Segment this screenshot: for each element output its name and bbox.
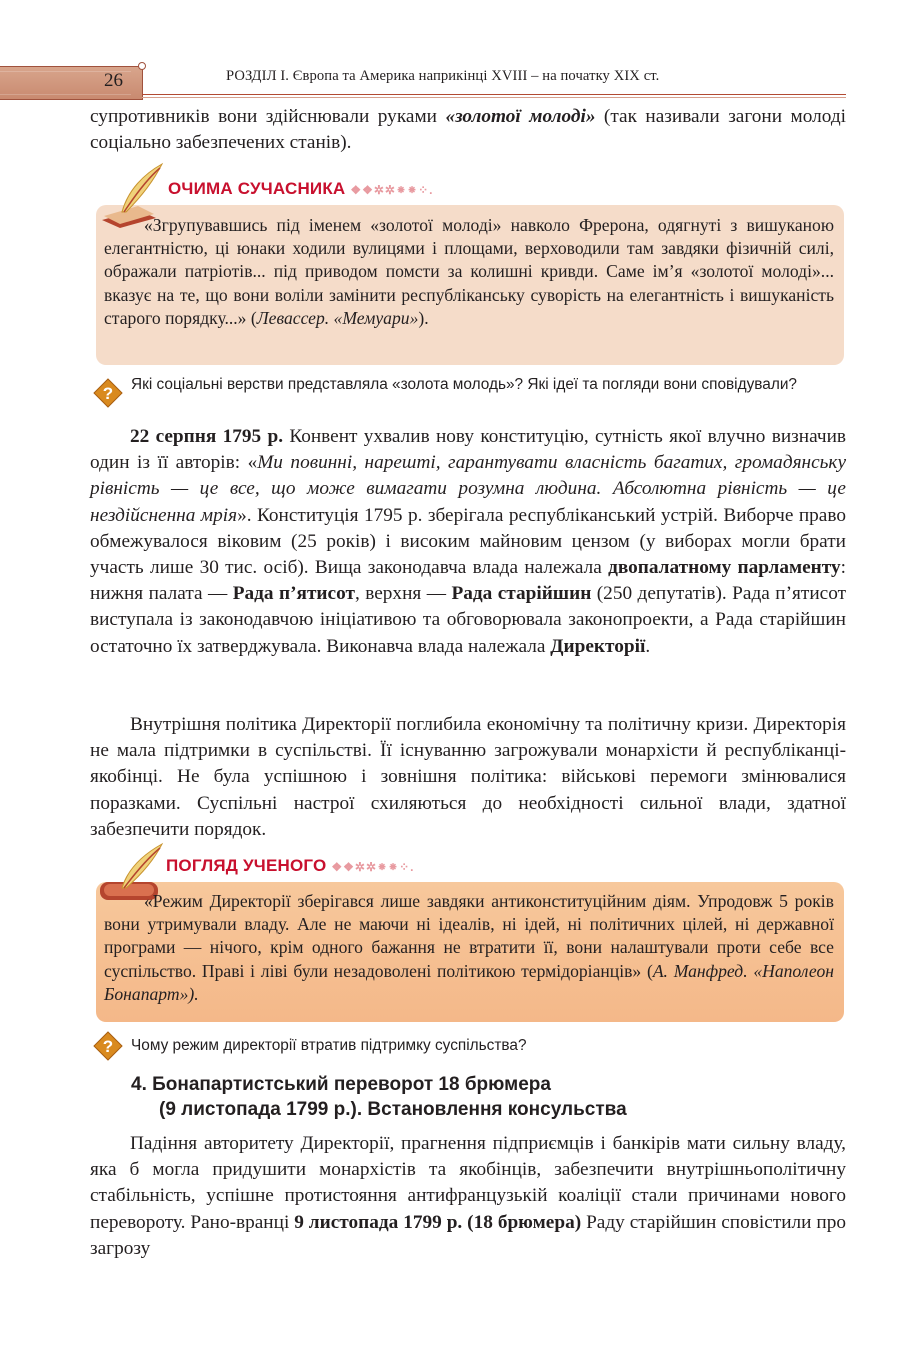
- scholar-quote-text: «Режим Директорії зберігався лише завдяки антиконституційним діям. Упродовж 5 років вони утримували владу. Але не маючи ні ідеалів, ні ідей, ні політичних цілей, ні державної програми — нічого, крім одного бажання не втратити її, вони налаштували проти себе все суспільство. Праві і ліві були незадоволені політикою термідоріанців» (: [104, 891, 834, 981]
- page-number: 26: [104, 70, 123, 91]
- eyewitness-tail: ).: [418, 307, 429, 328]
- para1-text-e: (250 депутатів). Рада п’ятисот виступала із законодавчою ініціативою та обговорювала законопроекти, а Рада старійшин остаточно їх затверджувала. Виконавча влада належала: [90, 583, 847, 657]
- para1-text-a: Конвент ухвалив нову конституцію, сутність якої влучно визначив один із її авторів: «: [90, 426, 846, 474]
- question-icon: [93, 378, 123, 408]
- question-1: Які соціальні верстви представляла «золота молодь»? Які ідеї та погляди вони сповідували?: [131, 376, 797, 393]
- question-icon: [93, 1031, 123, 1061]
- para3-text-b: Раду старійшин сповістили про загрозу: [90, 1211, 846, 1259]
- scholar-quote: [104, 890, 834, 1006]
- para1-text-f: .: [645, 635, 651, 657]
- intro-paragraph: [90, 104, 846, 156]
- scholar-title: ПОГЛЯД УЧЕНОГО: [166, 856, 327, 875]
- title-ornament-2: ❖❖✲✲⁕⁕⁘.: [331, 860, 415, 874]
- eyewitness-source: Левассер. «Мемуари»: [256, 307, 419, 328]
- scholar-heading: [166, 856, 415, 876]
- section-4-heading: [131, 1072, 627, 1122]
- coup-paragraph: [90, 1131, 846, 1262]
- eyewitness-quote-text: «Згрупувавшись під іменем «золотої молоді» навколо Фрерона, одягнуті з вишуканою елегантністю, ці юнаки ходили вулицями і площами, верховодили там завдяки фізичній силі, ображали патріотів... під приводом помсти за колишні кривди. Саме ім’я «золотої молоді»... вказує на те, що вони воліли замінити республіканську суворість на елегантність і вишуканість старого порядку...» (: [104, 215, 834, 328]
- header-ornament: [138, 62, 146, 70]
- term-council-elders: Рада старійшин: [451, 583, 592, 605]
- constitution-paragraph: [90, 424, 846, 660]
- section-4-line-1: 4. Бонапартистський переворот 18 брюмера: [131, 1074, 551, 1095]
- svg-text:?: ?: [102, 384, 114, 403]
- intro-term: «золотої молоді»: [445, 106, 596, 127]
- para1-quote: Ми повинні, нарешті, гарантувати власність багатих, громадянську рівність — це все, що може вимагати розумна людина. Абсолютна рівність — це нездійсненна мрія: [90, 452, 847, 526]
- eyewitness-title: ОЧИМА СУЧАСНИКА: [168, 179, 346, 198]
- term-council-500: Рада п’ятисот: [232, 583, 355, 605]
- eyewitness-heading: [168, 179, 433, 199]
- title-ornament: ❖❖✲✲⁕⁕⁘.: [350, 183, 434, 197]
- date-18-brumaire: 9 листопада 1799 р. (18 брюмера): [294, 1211, 582, 1233]
- question-2: Чому режим директорії втратив підтримку суспільства?: [131, 1037, 527, 1054]
- date-1795: 22 серпня 1795 р.: [130, 426, 284, 447]
- intro-text: супротивників вони здійснювали руками: [90, 106, 446, 127]
- header-rule: [142, 94, 846, 95]
- term-directory: Директорії: [550, 635, 646, 657]
- svg-text:?: ?: [102, 1037, 114, 1056]
- header-rule-secondary: [142, 97, 846, 98]
- term-parliament: двопалатному парламенту: [608, 557, 841, 579]
- section-4-line-2: (9 листопада 1799 р.). Встановлення консульства: [159, 1099, 627, 1120]
- intro-text-end: (так називали загони молоді соціально забезпечених станів).: [90, 106, 846, 154]
- scholar-source: А. Манфред. «Наполеон Бонапарт»).: [104, 960, 835, 1004]
- para1-text-d: , верхня —: [354, 583, 452, 605]
- para1-text-c: : нижня палата —: [90, 557, 846, 605]
- eyewitness-quote: [104, 214, 834, 330]
- running-title: РОЗДІЛ І. Європа та Америка наприкінці XVIII – на початку XIX ст.: [226, 68, 660, 84]
- para2-text: Внутрішня політика Директорії поглибила економічну та політичну кризи. Директорія не мала підтримки в суспільстві. Її існуванню загрожували монархісти й республіканці-якобінці. Не була успішною і зовнішня політика: військові перемоги змінювалися поразками. Суспільні настрої схиляються до необхідності сильної влади, здатної забезпечити порядок.: [90, 714, 846, 840]
- para1-text-b: ». Конституція 1795 р. зберігала республіканський устрій. Виборче право обмежувалося віковим (25 років) і високим майновим цензом (у виборах могли брати участь лише 30 тис. осіб). Вища законодавча влада належала: [90, 504, 846, 579]
- directory-policy-paragraph: [90, 712, 846, 843]
- para3-text-a: Падіння авторитету Директорії, прагнення підприємців і банкірів мати сильну владу, яка б могла придушити монархістів та якобінців, забезпечити внутрішньополітичну стабільність, успішне протистояння антифранцузькій коаліції стали причинами нового перевороту. Рано-вранці: [90, 1133, 846, 1233]
